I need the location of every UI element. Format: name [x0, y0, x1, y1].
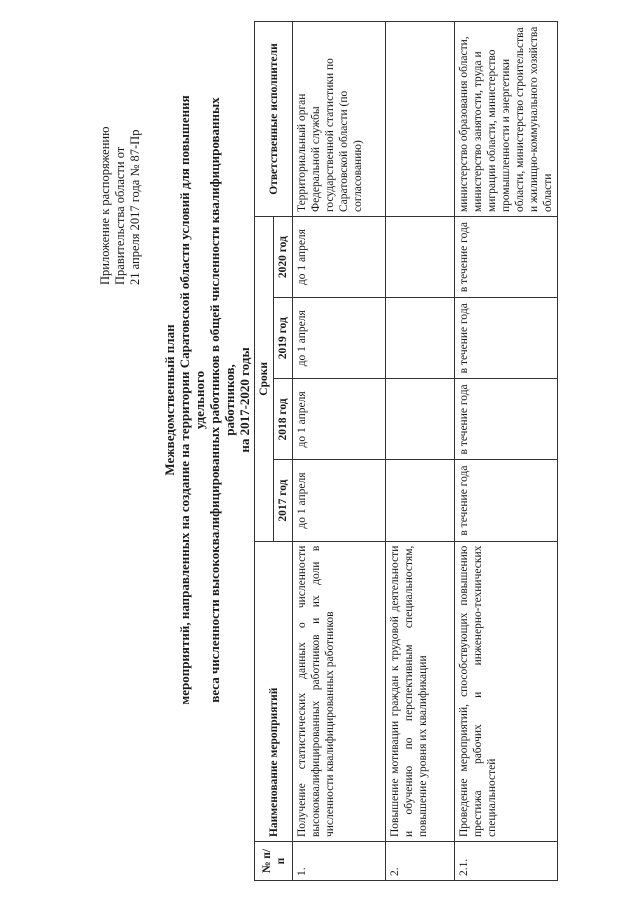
- header-exec: Ответственные исполнители: [255, 22, 293, 217]
- row-term-2020: в течение года: [455, 217, 558, 298]
- table-row: [293, 22, 386, 881]
- row-name: Получение статистических данных о численности высококвалифицированных работников и их доли в численности квалифицированных работников: [293, 541, 386, 841]
- title-line-4: на 2017-2020 годы: [237, 347, 252, 453]
- row-term-2019: до 1 апреля: [293, 298, 386, 379]
- appendix-note: [98, 25, 143, 285]
- appendix-line-2: Правительства области от: [113, 146, 127, 285]
- title-line-1: Межведомственный план: [162, 324, 177, 476]
- row-name: Проведение мероприятий, способствующих повышению престижа рабочих и инженерно-технических специальностей: [455, 541, 558, 841]
- row-exec: [386, 22, 455, 217]
- table-row: [455, 22, 558, 881]
- header-year-2019: 2019 год: [274, 298, 293, 379]
- title-line-3: веса численности высококвалифицированных работников в общей численности квалифицированных работников,: [207, 97, 237, 703]
- row-term-2017: [386, 460, 455, 541]
- header-row: [255, 22, 274, 881]
- title-line-2: мероприятий, направленных на создание на территории Саратовской области условий для повышения удельного: [177, 95, 207, 705]
- row-term-2018: в течение года: [455, 379, 558, 460]
- header-terms: Сроки: [255, 217, 274, 542]
- row-term-2019: [386, 298, 455, 379]
- header-num: № п/п: [255, 842, 293, 881]
- appendix-line-1: Приложение к распоряжению: [98, 126, 112, 285]
- header-year-2018: 2018 год: [274, 379, 293, 460]
- row-exec: министерство образования области, министерство занятости, труда и миграции области, министерство промышленности и энергетики области, министерство строительства и жилищно-коммунального хозяйства области: [455, 22, 558, 217]
- row-num: 2.: [386, 842, 455, 881]
- plan-table: [254, 21, 558, 881]
- appendix-line-3: 21 апреля 2017 года № 87-Пр: [128, 129, 142, 285]
- header-name: Наименование мероприятий: [255, 541, 293, 841]
- row-exec: Территориальный орган Федеральной службы государственной статистики по Саратовской области (по согласованию): [293, 22, 386, 217]
- row-num: 2.1.: [455, 842, 558, 881]
- row-term-2018: [386, 379, 455, 460]
- header-year-2017: 2017 год: [274, 460, 293, 541]
- row-term-2017: в течение года: [455, 460, 558, 541]
- row-term-2020: [386, 217, 455, 298]
- header-year-2020: 2020 год: [274, 217, 293, 298]
- row-term-2019: в течение года: [455, 298, 558, 379]
- row-name: Повышение мотивации граждан к трудовой деятельности и обучению по перспективным специальностям, повышение уровня их квалификации: [386, 541, 455, 841]
- row-term-2017: до 1 апреля: [293, 460, 386, 541]
- row-num: 1.: [293, 842, 386, 881]
- row-term-2020: до 1 апреля: [293, 217, 386, 298]
- table-row: [386, 22, 455, 881]
- row-term-2018: до 1 апреля: [293, 379, 386, 460]
- document-title: [162, 80, 252, 720]
